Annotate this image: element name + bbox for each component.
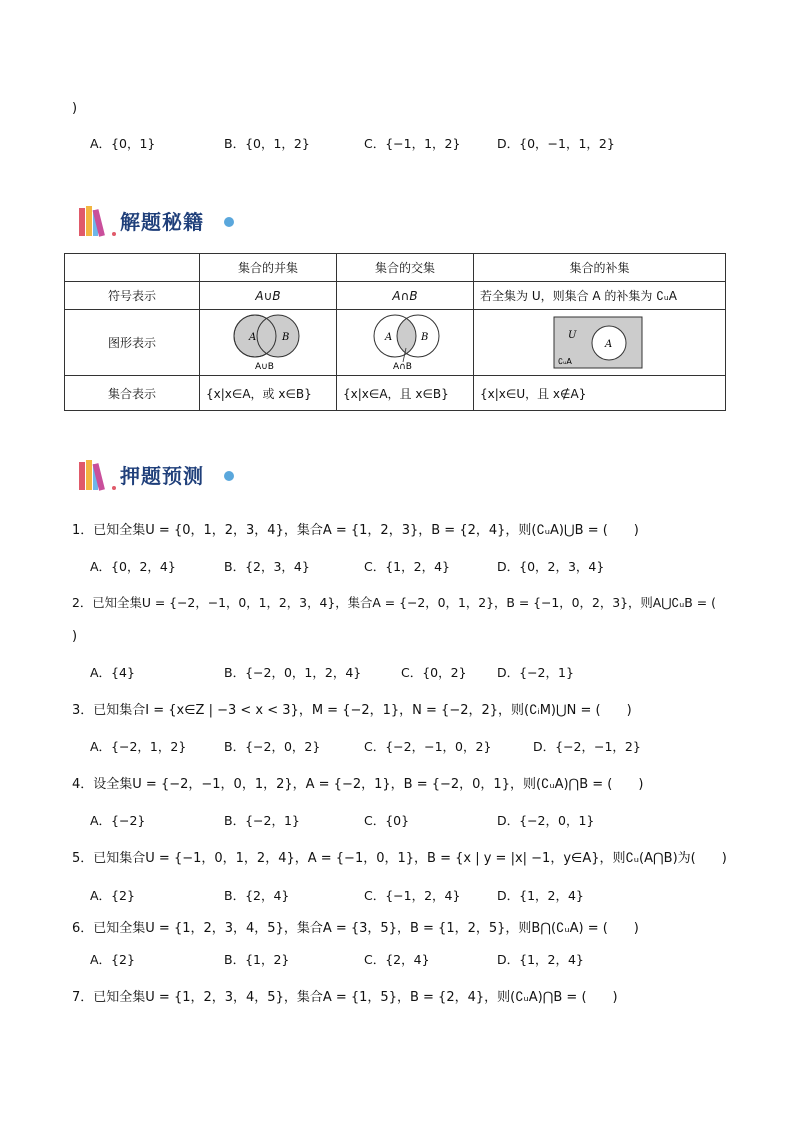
option-a: A．{2} <box>90 888 135 903</box>
row-label: 图形表示 <box>65 310 200 376</box>
table-cell: A∪B <box>200 282 337 310</box>
section-title: 解题秘籍 <box>120 210 204 234</box>
summary-table <box>64 253 726 411</box>
option-c: C．{2，4} <box>364 952 430 967</box>
question-continuation: ) <box>72 101 78 116</box>
table-cell: {x|x∈A，且 x∈B} <box>337 376 474 411</box>
question-stem: 2．已知全集U = {−2，−1，0，1，2，3，4}，集合A = {−2，0，1，2}，B = {−1，0，2，3}，则A⋃∁ᵤB = ( <box>72 595 716 610</box>
dot-icon <box>224 217 234 227</box>
venn-label: A <box>604 338 612 350</box>
table-header-cell <box>65 254 200 282</box>
table-cell <box>337 310 474 376</box>
option-b: B．{−2，1} <box>224 813 300 828</box>
table-row <box>65 282 726 310</box>
options-row <box>0 134 794 154</box>
venn-label: B <box>421 331 429 343</box>
question-stem: 5．已知集合U = {−1，0，1，2，4}，A = {−1，0，1}，B = {x | y = |x| −1，y∈A}，则∁ᵤ(A⋂B)为( ) <box>72 851 727 866</box>
option-d: D．{0，2，3，4} <box>497 559 605 574</box>
option-d: D．{−2，−1，2} <box>533 739 641 754</box>
table-header-cell: 集合的补集 <box>474 254 726 282</box>
option-c: C．{0，2} <box>401 665 467 680</box>
option-b: B．{0，1，2} <box>224 136 310 151</box>
option-c: C．{0} <box>364 813 410 828</box>
option-b: B．{2，3，4} <box>224 559 310 574</box>
table-cell <box>200 310 337 376</box>
question-stem-continuation: ) <box>72 629 78 644</box>
venn-caption: ∁ᵤA <box>557 356 572 366</box>
question-stem: 4．设全集U = {−2，−1，0，1，2}，A = {−2，1}，B = {−2，0，1}，则(∁ᵤA)⋂B = ( ) <box>72 777 644 792</box>
question-stem: 3．已知集合I = {x∈Z | −3 < x < 3}，M = {−2，1}，N = {−2，2}，则(∁ᵢM)⋃N = ( ) <box>72 703 632 718</box>
option-d: D．{0，−1，1，2} <box>497 136 615 151</box>
options-row <box>0 950 794 970</box>
question-stem: 6．已知全集U = {1，2，3，4，5}，集合A = {3，5}，B = {1，2，5}，则B⋂(∁ᵤA) = ( ) <box>72 921 639 936</box>
option-b: B．{−2，0，2} <box>224 739 321 754</box>
option-b: B．{2，4} <box>224 888 290 903</box>
row-label: 集合表示 <box>65 376 200 411</box>
question-stem: 1．已知全集U = {0，1，2，3，4}，集合A = {1，2，3}，B = {2，4}，则(∁ᵤA)⋃B = ( ) <box>72 523 639 538</box>
table-cell: 若全集为 U，则集合 A 的补集为 ∁ᵤA <box>474 282 726 310</box>
table-row <box>65 310 726 376</box>
option-a: A．{−2} <box>90 813 146 828</box>
option-d: D．{1，2，4} <box>497 952 584 967</box>
option-a: A．{0，1} <box>90 136 156 151</box>
options-row <box>0 663 794 683</box>
union-venn-diagram <box>220 312 316 374</box>
option-a: A．{0，2，4} <box>90 559 176 574</box>
option-c: C．{−2，−1，0，2} <box>364 739 492 754</box>
options-row <box>0 811 794 831</box>
option-b: B．{1，2} <box>224 952 290 967</box>
options-row <box>0 737 794 757</box>
option-b: B．{−2，0，1，2，4} <box>224 665 362 680</box>
books-icon <box>78 459 118 491</box>
complement-venn-diagram <box>552 314 648 372</box>
table-header-cell: 集合的交集 <box>337 254 474 282</box>
dot-icon <box>224 471 234 481</box>
table-cell: {x|x∈A，或 x∈B} <box>200 376 337 411</box>
books-icon <box>78 205 118 237</box>
section-header-tips <box>78 203 248 239</box>
option-a: A．{2} <box>90 952 135 967</box>
option-a: A．{4} <box>90 665 135 680</box>
option-a: A．{−2，1，2} <box>90 739 187 754</box>
table-header-cell: 集合的并集 <box>200 254 337 282</box>
venn-label: B <box>282 331 290 343</box>
table-cell <box>474 310 726 376</box>
option-c: C．{−1，2，4} <box>364 888 461 903</box>
venn-label: A <box>385 331 393 343</box>
table-cell: A∩B <box>337 282 474 310</box>
table-header-row <box>65 254 726 282</box>
section-title: 押题预测 <box>120 464 204 488</box>
table-cell: {x|x∈U，且 x∉A} <box>474 376 726 411</box>
option-c: C．{1，2，4} <box>364 559 450 574</box>
table-row <box>65 376 726 411</box>
option-d: D．{1，2，4} <box>497 888 584 903</box>
venn-label: A <box>249 331 257 343</box>
options-row <box>0 886 794 906</box>
intersection-venn-diagram <box>357 312 453 374</box>
venn-caption: A∩B <box>393 361 412 372</box>
venn-caption: A∪B <box>255 361 274 372</box>
options-row <box>0 557 794 577</box>
venn-label: U <box>567 329 576 341</box>
option-d: D．{−2，0，1} <box>497 813 595 828</box>
question-stem: 7．已知全集U = {1，2，3，4，5}，集合A = {1，5}，B = {2，4}，则(∁ᵤA)⋂B = ( ) <box>72 990 618 1005</box>
option-d: D．{−2，1} <box>497 665 574 680</box>
option-c: C．{−1，1，2} <box>364 136 461 151</box>
row-label: 符号表示 <box>65 282 200 310</box>
section-header-predict <box>78 457 248 493</box>
